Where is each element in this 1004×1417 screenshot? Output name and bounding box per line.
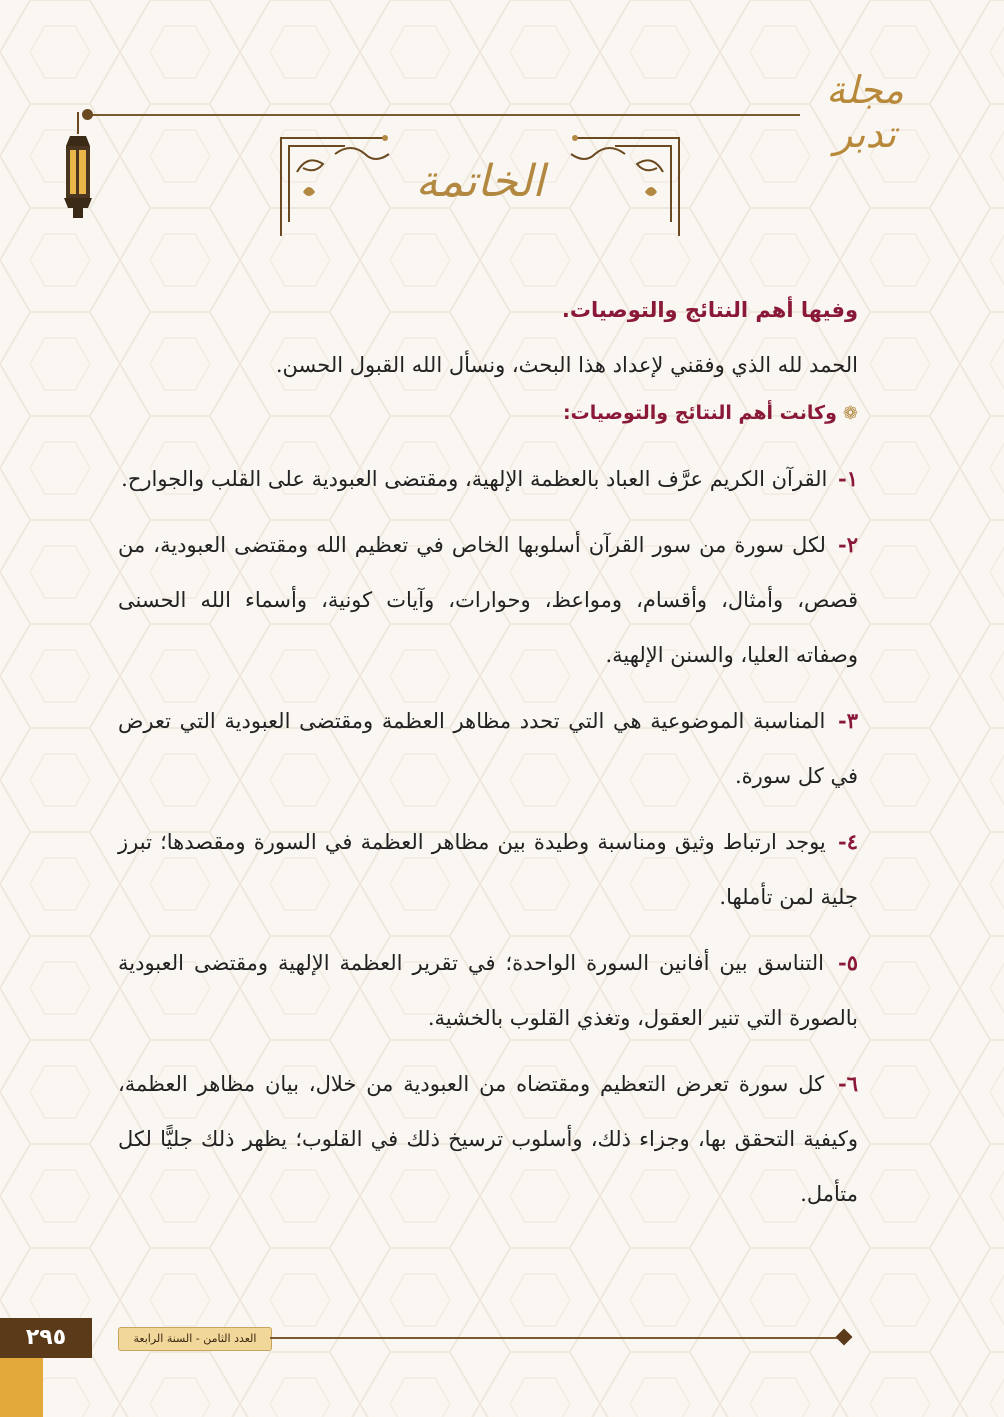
intro-paragraph: الحمد لله الذي وفقني لإعداد هذا البحث، ونسأل الله القبول الحسن. (275, 353, 858, 377)
journal-logo-text: مجلة تدبر (826, 68, 904, 156)
results-heading (118, 396, 858, 431)
footer-rule (270, 1337, 840, 1339)
item-text: القرآن الكريم عرَّف العباد بالعظمة الإلهية، ومقتضى العبودية على القلب والجوارح. (121, 467, 828, 491)
list-item (118, 517, 858, 683)
list-item (118, 935, 858, 1046)
item-number: ٣- (838, 708, 858, 733)
subheading: وفيها أهم النتائج والتوصيات. (561, 298, 858, 322)
item-text: يوجد ارتباط وثيق ومناسبة وطيدة بين مظاهر العظمة في السورة ومقصدها؛ تبرز جلية لمن تأملها. (118, 830, 858, 909)
list-item (118, 814, 858, 925)
header-rule (88, 114, 800, 116)
list-item (118, 1056, 858, 1222)
page-tab (0, 1358, 43, 1417)
item-text: لكل سورة من سور القرآن أسلوبها الخاص في تعظيم الله ومقتضى العبودية، من قصص، وأمثال، وأقسام، ومواعظ، وحوارات، وآيات كونية، وأسماء الله الحسنى وصفاته العليا، والسنن الإلهية. (118, 533, 858, 667)
main-content (118, 290, 858, 1232)
list-item (118, 693, 858, 804)
item-text: التناسق بين أفانين السورة الواحدة؛ في تقرير العظمة الإلهية ومقتضى العبودية بالصورة التي تنير العقول، وتغذي القلوب بالخشية. (118, 951, 858, 1030)
lantern-icon (58, 112, 98, 224)
section-title: الخاتمة (415, 156, 545, 207)
journal-logo (800, 62, 930, 156)
item-text: المناسبة الموضوعية هي التي تحدد مظاهر العظمة ومقتضى العبودية التي تعرض في كل سورة. (118, 709, 858, 788)
item-number: ٦- (838, 1071, 858, 1096)
item-number: ٥- (838, 950, 858, 975)
results-heading-text: وكانت أهم النتائج والتوصيات: (563, 402, 837, 424)
issue-label: العدد الثامن - السنة الرابعة (118, 1327, 272, 1351)
title-frame (275, 132, 685, 240)
page-number: ٢٩٥ (0, 1318, 92, 1358)
flower-icon: ❁ (842, 403, 858, 424)
list-item (118, 451, 858, 507)
item-number: ٤- (837, 829, 858, 854)
item-text: كل سورة تعرض التعظيم ومقتضاه من العبودية من خلال، بيان مظاهر العظمة، وكيفية التحقق بها، وجزاء ذلك، وأسلوب ترسيخ ذلك في القلوب؛ يظهر ذلك جليًّا لكل متأمل. (118, 1072, 858, 1206)
item-number: ٢- (838, 532, 858, 557)
item-number: ١- (838, 466, 858, 491)
